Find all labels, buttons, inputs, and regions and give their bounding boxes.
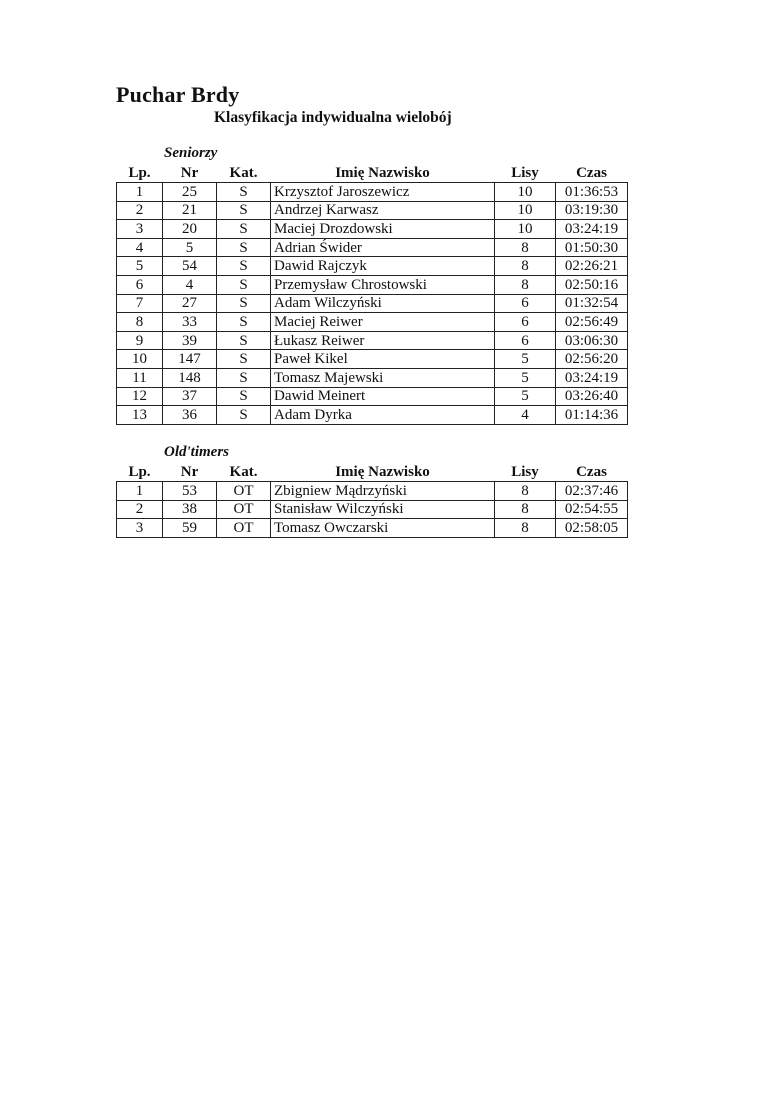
table-row <box>117 331 628 350</box>
section-label-oldtimers: Old'timers <box>164 444 230 460</box>
table-row <box>117 482 628 501</box>
header-lp: Lp. <box>128 464 151 480</box>
cell-lp: 3 <box>117 519 163 538</box>
cell-nr: 54 <box>163 257 217 276</box>
cell-kat: OT <box>217 482 271 501</box>
header-lp: Lp. <box>128 165 151 181</box>
cell-lisy: 6 <box>495 313 556 332</box>
cell-nr: 39 <box>163 331 217 350</box>
cell-kat: S <box>217 331 271 350</box>
cell-czas: 01:50:30 <box>556 238 628 257</box>
cell-kat: S <box>217 294 271 313</box>
table-row <box>117 294 628 313</box>
cell-lisy: 6 <box>495 331 556 350</box>
table-row <box>117 257 628 276</box>
cell-czas: 03:19:30 <box>556 201 628 220</box>
cell-kat: S <box>217 350 271 369</box>
header-czas: Czas <box>576 165 607 181</box>
cell-nr: 38 <box>163 500 217 519</box>
cell-kat: OT <box>217 519 271 538</box>
cell-lisy: 8 <box>495 257 556 276</box>
cell-czas: 02:37:46 <box>556 482 628 501</box>
cell-kat: S <box>217 387 271 406</box>
header-nr: Nr <box>180 464 199 480</box>
cell-name: Adam Dyrka <box>271 406 495 425</box>
cell-kat: S <box>217 183 271 202</box>
cell-lp: 2 <box>117 201 163 220</box>
cell-lisy: 4 <box>495 406 556 425</box>
table-row <box>117 275 628 294</box>
cell-lisy: 10 <box>495 201 556 220</box>
cell-name: Krzysztof Jaroszewicz <box>271 183 495 202</box>
cell-kat: S <box>217 368 271 387</box>
cell-lp: 4 <box>117 238 163 257</box>
cell-kat: S <box>217 406 271 425</box>
cell-nr: 21 <box>163 201 217 220</box>
cell-name: Maciej Drozdowski <box>271 220 495 239</box>
cell-lisy: 5 <box>495 350 556 369</box>
cell-lp: 1 <box>117 482 163 501</box>
cell-lisy: 8 <box>495 238 556 257</box>
cell-nr: 36 <box>163 406 217 425</box>
cell-lp: 9 <box>117 331 163 350</box>
cell-nr: 148 <box>163 368 217 387</box>
table-row <box>117 519 628 538</box>
header-nr: Nr <box>180 165 199 181</box>
header-czas: Czas <box>576 464 607 480</box>
section-label-seniorzy: Seniorzy <box>164 145 218 161</box>
cell-nr: 59 <box>163 519 217 538</box>
cell-nr: 25 <box>163 183 217 202</box>
cell-czas: 03:24:19 <box>556 368 628 387</box>
cell-name: Tomasz Majewski <box>271 368 495 387</box>
cell-lisy: 6 <box>495 294 556 313</box>
header-kat: Kat. <box>229 464 258 480</box>
cell-name: Łukasz Reiwer <box>271 331 495 350</box>
results-table-oldtimers <box>116 463 628 538</box>
cell-nr: 4 <box>163 275 217 294</box>
cell-lisy: 8 <box>495 482 556 501</box>
cell-lp: 13 <box>117 406 163 425</box>
cell-nr: 5 <box>163 238 217 257</box>
cell-lp: 5 <box>117 257 163 276</box>
cell-kat: S <box>217 238 271 257</box>
cell-czas: 03:24:19 <box>556 220 628 239</box>
cell-kat: S <box>217 313 271 332</box>
cell-name: Maciej Reiwer <box>271 313 495 332</box>
header-lisy: Lisy <box>511 165 539 181</box>
cell-czas: 02:58:05 <box>556 519 628 538</box>
header-kat: Kat. <box>229 165 258 181</box>
table-row <box>117 183 628 202</box>
cell-nr: 147 <box>163 350 217 369</box>
cell-czas: 01:36:53 <box>556 183 628 202</box>
cell-czas: 02:26:21 <box>556 257 628 276</box>
cell-nr: 37 <box>163 387 217 406</box>
cell-lp: 11 <box>117 368 163 387</box>
cell-name: Przemysław Chrostowski <box>271 275 495 294</box>
page-subtitle: Klasyfikacja indywidualna wielobój <box>214 109 452 126</box>
cell-nr: 53 <box>163 482 217 501</box>
cell-kat: S <box>217 201 271 220</box>
table-row <box>117 406 628 425</box>
table-header-row <box>117 164 628 183</box>
cell-czas: 03:26:40 <box>556 387 628 406</box>
cell-lp: 7 <box>117 294 163 313</box>
cell-lisy: 8 <box>495 275 556 294</box>
cell-name: Zbigniew Mądrzyński <box>271 482 495 501</box>
cell-lisy: 5 <box>495 387 556 406</box>
cell-czas: 02:56:20 <box>556 350 628 369</box>
cell-kat: S <box>217 257 271 276</box>
results-table-seniorzy <box>116 164 628 425</box>
page-title: Puchar Brdy <box>116 82 240 107</box>
cell-nr: 20 <box>163 220 217 239</box>
cell-name: Andrzej Karwasz <box>271 201 495 220</box>
cell-nr: 27 <box>163 294 217 313</box>
header-name: Imię Nazwisko <box>335 464 430 480</box>
cell-czas: 01:14:36 <box>556 406 628 425</box>
table-row <box>117 368 628 387</box>
cell-kat: S <box>217 220 271 239</box>
cell-czas: 02:50:16 <box>556 275 628 294</box>
cell-kat: S <box>217 275 271 294</box>
table-row <box>117 220 628 239</box>
cell-czas: 02:54:55 <box>556 500 628 519</box>
table-row <box>117 350 628 369</box>
header-lisy: Lisy <box>511 464 539 480</box>
table-row <box>117 238 628 257</box>
cell-name: Adam Wilczyński <box>271 294 495 313</box>
cell-lp: 6 <box>117 275 163 294</box>
cell-lp: 2 <box>117 500 163 519</box>
cell-lisy: 8 <box>495 519 556 538</box>
cell-lisy: 10 <box>495 220 556 239</box>
cell-czas: 03:06:30 <box>556 331 628 350</box>
cell-name: Paweł Kikel <box>271 350 495 369</box>
header-name: Imię Nazwisko <box>335 165 430 181</box>
cell-name: Adrian Świder <box>271 238 495 257</box>
cell-lp: 10 <box>117 350 163 369</box>
cell-name: Stanisław Wilczyński <box>271 500 495 519</box>
cell-name: Dawid Rajczyk <box>271 257 495 276</box>
cell-czas: 01:32:54 <box>556 294 628 313</box>
cell-lp: 1 <box>117 183 163 202</box>
cell-name: Dawid Meinert <box>271 387 495 406</box>
table-row <box>117 201 628 220</box>
cell-lp: 8 <box>117 313 163 332</box>
table-row <box>117 313 628 332</box>
cell-lp: 3 <box>117 220 163 239</box>
cell-lisy: 10 <box>495 183 556 202</box>
cell-kat: OT <box>217 500 271 519</box>
cell-name: Tomasz Owczarski <box>271 519 495 538</box>
cell-nr: 33 <box>163 313 217 332</box>
table-row <box>117 387 628 406</box>
cell-czas: 02:56:49 <box>556 313 628 332</box>
table-header-row <box>117 463 628 482</box>
cell-lisy: 8 <box>495 500 556 519</box>
cell-lisy: 5 <box>495 368 556 387</box>
table-row <box>117 500 628 519</box>
cell-lp: 12 <box>117 387 163 406</box>
